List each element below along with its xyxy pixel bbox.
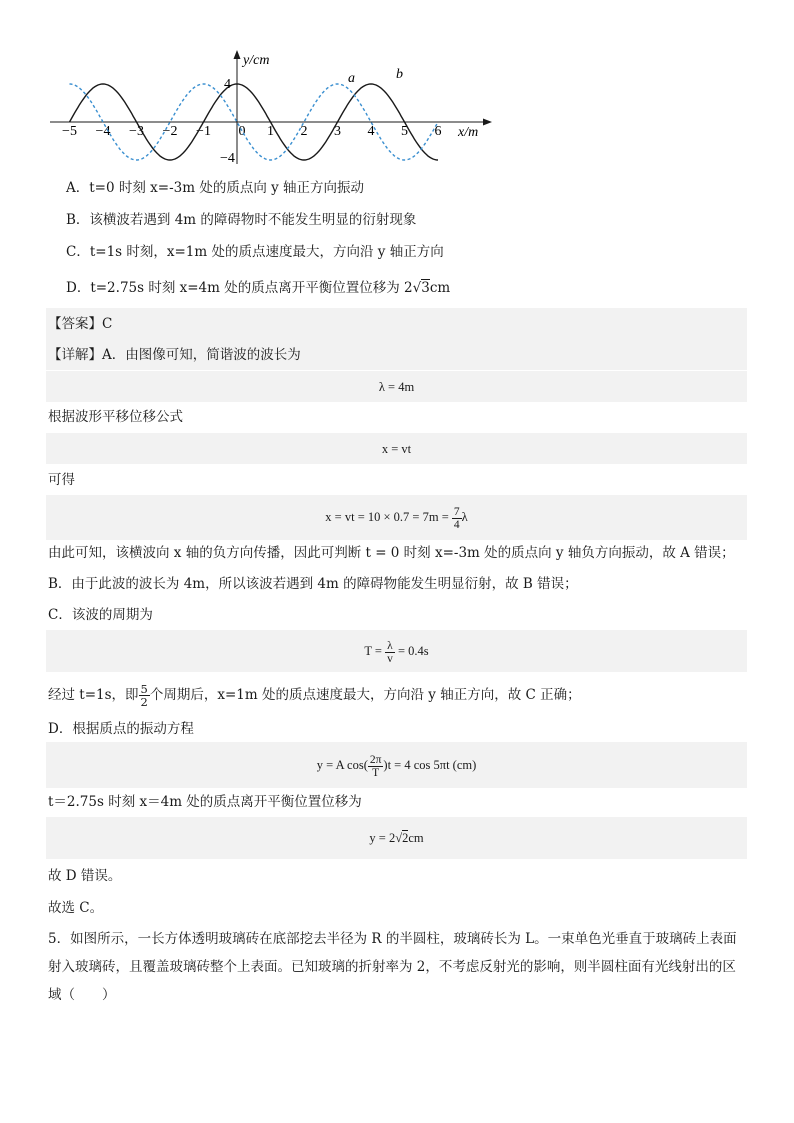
detail-line-11: 故选 C。 bbox=[48, 900, 104, 916]
option-d-text: D．t=2.75s 时刻 x=4m 处的质点离开平衡位置位移为 2 bbox=[66, 280, 413, 296]
x-tick-label: 4 bbox=[367, 124, 375, 139]
option-d-radicand: 3 bbox=[421, 280, 430, 296]
eq-y-post: )t = 4 cos 5πt (cm) bbox=[383, 758, 477, 772]
eq-x2-text: x = vt = 10 × 0.7 = 7m = bbox=[325, 510, 452, 524]
x-tick-label: −3 bbox=[129, 124, 144, 139]
y-tick-bottom: −4 bbox=[220, 151, 235, 166]
option-a: A．t=0 时刻 x=-3m 处的质点向 y 轴正方向振动 bbox=[66, 180, 365, 196]
fraction-7-4 bbox=[452, 506, 462, 531]
y-tick-top: 4 bbox=[224, 77, 231, 92]
detail-intro: 【详解】A．由图像可知，简谐波的波长为 bbox=[48, 347, 301, 363]
fraction-numerator: 2π bbox=[369, 753, 382, 766]
sqrt-symbol: √ bbox=[412, 280, 422, 296]
eq-y-pre: y = A cos( bbox=[316, 758, 368, 772]
answer-line bbox=[48, 314, 112, 334]
option-d-unit: cm bbox=[429, 280, 451, 296]
fraction-2pi-T bbox=[368, 754, 384, 779]
x-axis-label: x/m bbox=[458, 125, 479, 140]
detail-line-6: C．该波的周期为 bbox=[48, 607, 153, 623]
x-tick-label: 3 bbox=[334, 124, 341, 139]
eq-x2 bbox=[46, 502, 747, 532]
x-tick-label: 2 bbox=[300, 124, 308, 139]
option-d bbox=[66, 278, 450, 298]
line7-pre: 经过 t=1s，即 bbox=[48, 687, 139, 703]
eq-y2-radicand: 2 bbox=[402, 831, 409, 845]
detail-line-9: t＝2.75s 时刻 x＝4m 处的质点离开平衡位置位移为 bbox=[48, 794, 362, 810]
fraction-5-2 bbox=[139, 683, 150, 708]
x-tick-label: −4 bbox=[95, 124, 111, 139]
detail-line-4: 由此可知，该横波向 x 轴的负方向传播，因此可判断 t = 0 时刻 x=-3m 处的质点向 y 轴负方向振动，故 A 错误； bbox=[48, 545, 735, 561]
sqrt-symbol: √ bbox=[395, 831, 403, 845]
wave-a-label: a bbox=[348, 71, 355, 86]
detail-line-10: 故 D 错误。 bbox=[48, 868, 122, 884]
eq-x2-tail: λ bbox=[461, 510, 468, 524]
wave-b-label: b bbox=[396, 67, 403, 82]
fraction-denominator: 4 bbox=[453, 518, 460, 531]
x-tick-label: −5 bbox=[62, 124, 77, 139]
fraction-lambda-v bbox=[385, 640, 395, 665]
detail-line-8: D．根据质点的振动方程 bbox=[48, 721, 194, 737]
detail-line-5: B．由于此波的波长为 4m，所以该波若遇到 4m 的障碍物能发生明显衍射，故 B 错误； bbox=[48, 576, 578, 592]
option-c: C．t=1s 时刻，x=1m 处的质点速度最大，方向沿 y 轴正方向 bbox=[66, 244, 444, 260]
fraction-numerator: 5 bbox=[140, 682, 148, 696]
x-axis-arrow bbox=[483, 119, 492, 126]
x-tick-label: 1 bbox=[267, 124, 274, 139]
detail-line-3: 可得 bbox=[48, 472, 75, 488]
eq-T-lhs: T = bbox=[364, 644, 386, 658]
eq-x: x = vt bbox=[381, 442, 412, 456]
x-tick-label: 6 bbox=[434, 124, 442, 139]
x-tick-label: 5 bbox=[401, 124, 408, 139]
eq-y2-unit: cm bbox=[408, 831, 424, 845]
x-tick-labels bbox=[62, 124, 441, 139]
wave-graph bbox=[40, 44, 500, 174]
detail-line-2: 根据波形平移位移公式 bbox=[48, 409, 183, 425]
eq-T bbox=[46, 636, 747, 666]
answer-value: C bbox=[102, 316, 113, 332]
fraction-denominator: 2 bbox=[140, 695, 148, 709]
eq-y2 bbox=[46, 828, 747, 848]
answer-block bbox=[46, 308, 747, 340]
fraction-denominator: T bbox=[372, 766, 380, 779]
x-tick-label: −1 bbox=[196, 124, 211, 139]
eq-T-rhs: = 0.4s bbox=[394, 644, 429, 658]
option-b: B．该横波若遇到 4m 的障碍物时不能发生明显的衍射现象 bbox=[66, 212, 417, 228]
question-5-text: 5．如图所示，一长方体透明玻璃砖在底部挖去半径为 R 的半圆柱，玻璃砖长为 L。一束单色光垂直于玻璃砖上表面射入玻璃砖，且覆盖玻璃砖整个上表面。已知玻璃的折射率为 2，不考虑反射光的影响，则半圆柱面有光线射出的区域（ ） bbox=[48, 931, 737, 1003]
eq-y bbox=[46, 750, 747, 780]
x-tick-label: −2 bbox=[162, 124, 178, 139]
answer-label: 【答案】 bbox=[48, 316, 102, 332]
fraction-denominator: v bbox=[387, 652, 393, 665]
eq-lambda: λ = 4m bbox=[378, 380, 415, 394]
eq-y2-pre: y = 2 bbox=[369, 831, 396, 845]
line7-post: 个周期后，x=1m 处的质点速度最大，方向沿 y 轴正方向，故 C 正确； bbox=[149, 687, 581, 703]
y-axis-label: y/cm bbox=[243, 53, 270, 68]
x-tick-label: 0 bbox=[238, 124, 246, 139]
detail-line-7 bbox=[48, 680, 581, 710]
fraction-numerator: 7 bbox=[453, 505, 460, 518]
fraction-numerator: λ bbox=[385, 640, 395, 653]
y-axis-arrow bbox=[234, 50, 241, 59]
